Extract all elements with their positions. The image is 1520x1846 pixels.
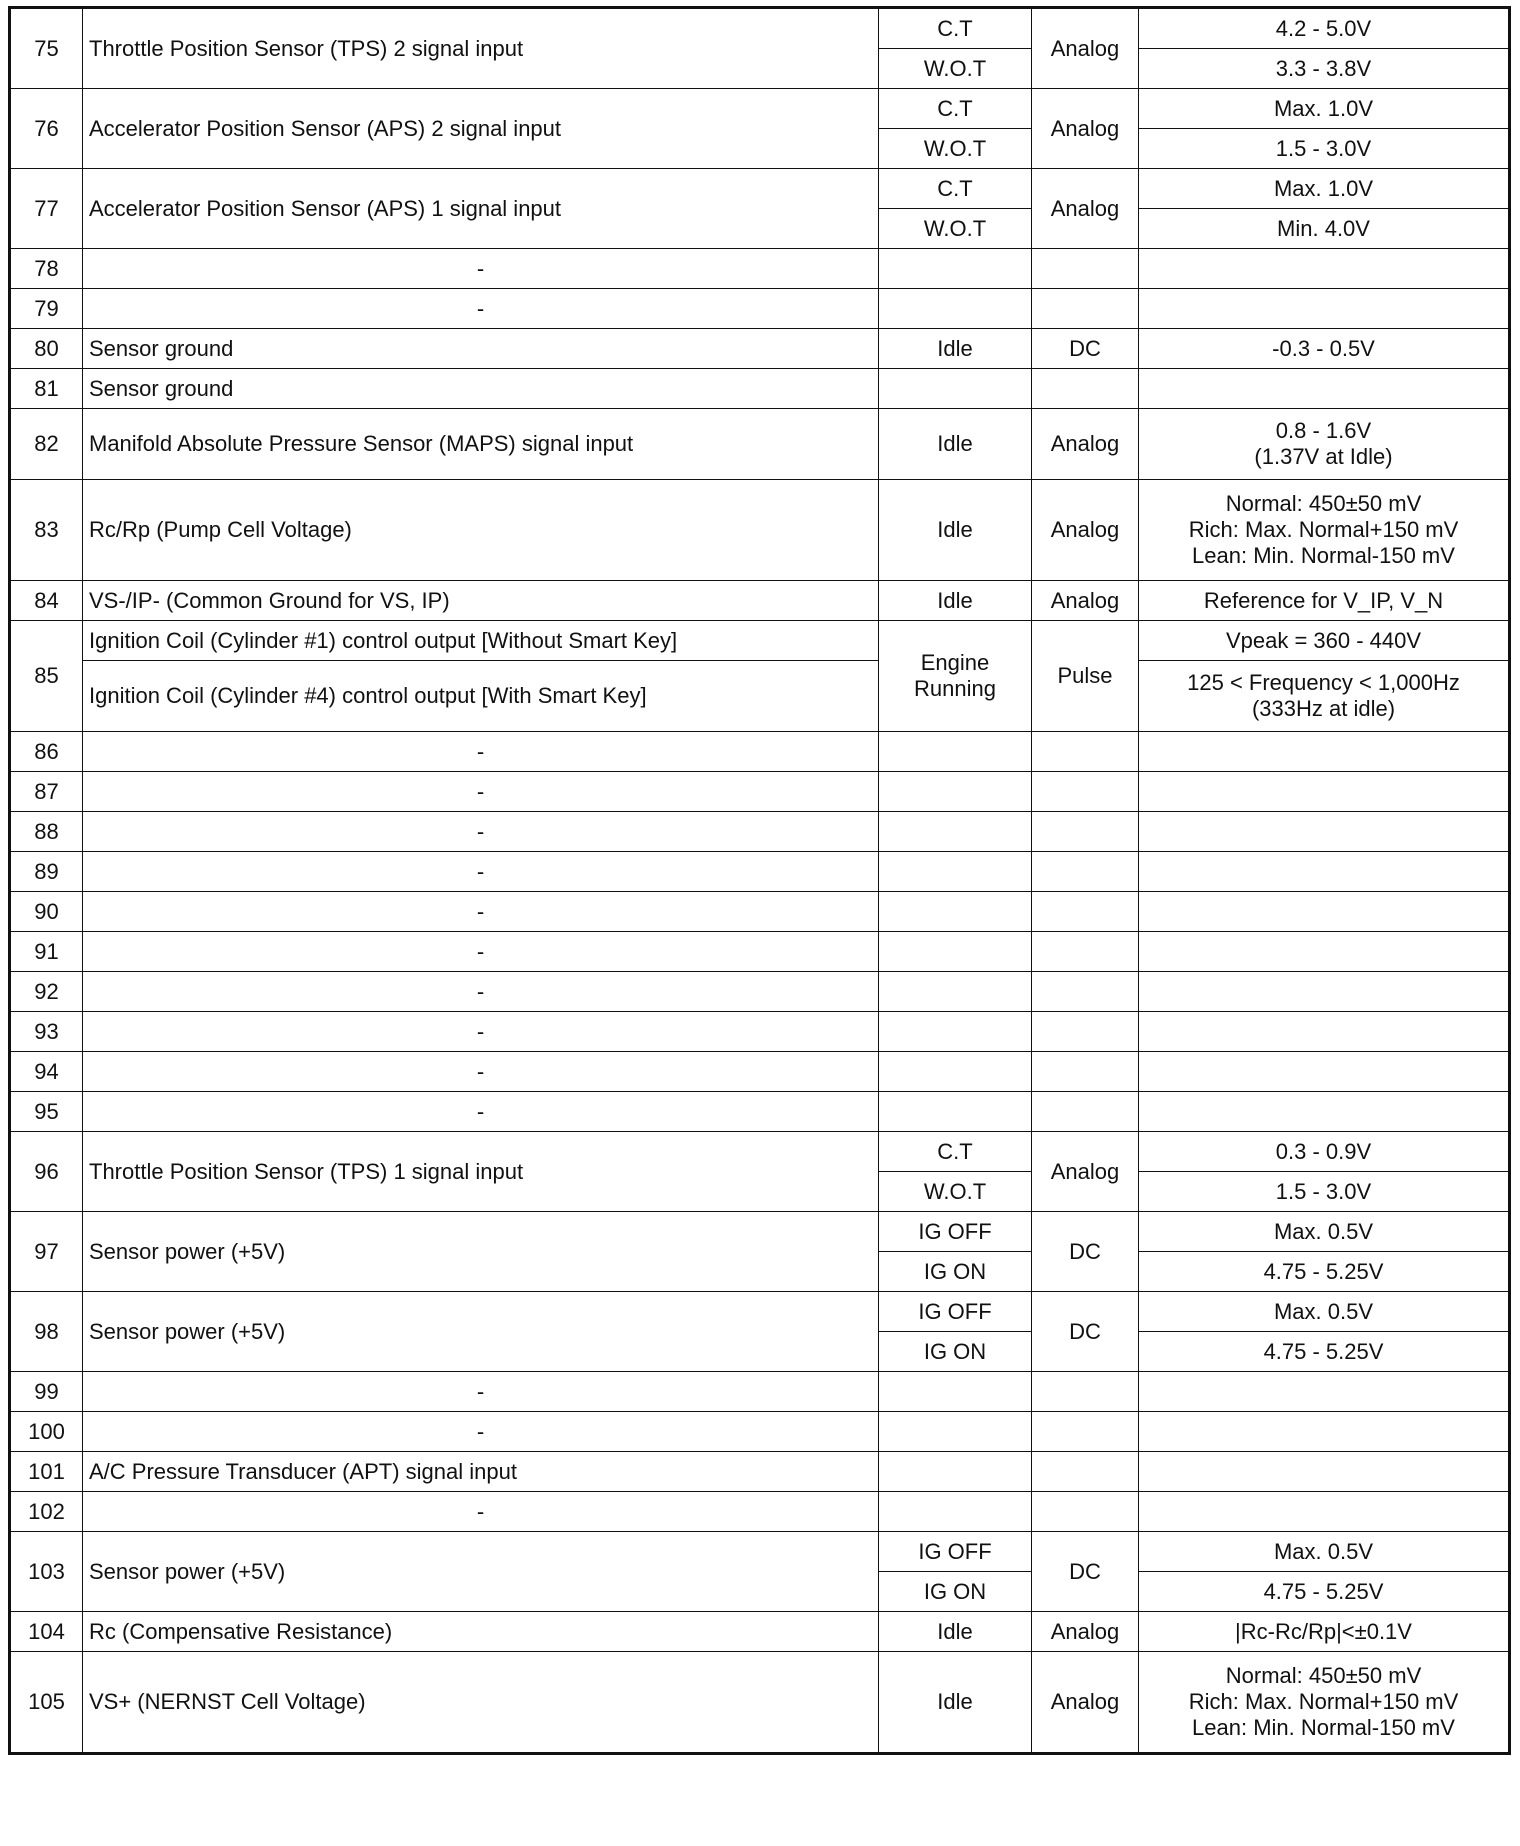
signal-level: 4.75 - 5.25V — [1139, 1572, 1510, 1612]
table-row — [10, 621, 1510, 661]
pin-description: - — [83, 772, 879, 812]
pin-description: Throttle Position Sensor (TPS) 1 signal input — [83, 1132, 879, 1212]
pin-condition — [879, 892, 1032, 932]
table-row — [10, 1132, 1510, 1172]
pin-condition: IG ON — [879, 1332, 1032, 1372]
pin-number: 75 — [10, 8, 83, 89]
table-row — [10, 932, 1510, 972]
pin-description: - — [83, 812, 879, 852]
signal-type — [1032, 1012, 1139, 1052]
table-row — [10, 89, 1510, 129]
table-row — [10, 1052, 1510, 1092]
pin-condition: IG OFF — [879, 1292, 1032, 1332]
pin-number: 90 — [10, 892, 83, 932]
signal-level — [1139, 480, 1510, 581]
pin-condition — [879, 621, 1032, 732]
signal-level-line: Lean: Min. Normal-150 mV — [1192, 1715, 1455, 1740]
pin-number: 87 — [10, 772, 83, 812]
signal-level — [1139, 852, 1510, 892]
pin-number: 98 — [10, 1292, 83, 1372]
table-row — [10, 1492, 1510, 1532]
signal-type — [1032, 1092, 1139, 1132]
signal-level — [1139, 1372, 1510, 1412]
pin-condition-line: Engine — [920, 650, 990, 675]
pin-number: 93 — [10, 1012, 83, 1052]
table-row — [10, 169, 1510, 209]
pin-description: Sensor power (+5V) — [83, 1292, 879, 1372]
signal-level — [1139, 932, 1510, 972]
signal-level: 4.2 - 5.0V — [1139, 8, 1510, 49]
signal-type: Pulse — [1032, 621, 1139, 732]
signal-type — [1032, 972, 1139, 1012]
pin-number: 92 — [10, 972, 83, 1012]
pin-description: A/C Pressure Transducer (APT) signal input — [83, 1452, 879, 1492]
pin-condition — [879, 772, 1032, 812]
pin-description: VS-/IP- (Common Ground for VS, IP) — [83, 581, 879, 621]
pin-condition: Idle — [879, 329, 1032, 369]
table-row — [10, 852, 1510, 892]
pin-number: 78 — [10, 249, 83, 289]
signal-level — [1139, 1652, 1510, 1754]
pin-number: 82 — [10, 409, 83, 480]
pin-condition: W.O.T — [879, 1172, 1032, 1212]
signal-type: Analog — [1032, 409, 1139, 480]
pin-number: 91 — [10, 932, 83, 972]
pin-number: 94 — [10, 1052, 83, 1092]
signal-level-line: Normal: 450±50 mV — [1225, 1663, 1422, 1688]
pin-condition — [879, 1412, 1032, 1452]
pin-number: 103 — [10, 1532, 83, 1612]
pin-description: Sensor ground — [83, 329, 879, 369]
signal-level-line: Rich: Max. Normal+150 mV — [1188, 1689, 1459, 1714]
pin-description: Ignition Coil (Cylinder #1) control output [Without Smart Key] — [83, 621, 879, 661]
pin-number: 99 — [10, 1372, 83, 1412]
table-row — [10, 1092, 1510, 1132]
pin-number: 77 — [10, 169, 83, 249]
table-row — [10, 661, 1510, 732]
signal-type — [1032, 772, 1139, 812]
table-row — [10, 972, 1510, 1012]
signal-level: Max. 0.5V — [1139, 1532, 1510, 1572]
pin-number: 102 — [10, 1492, 83, 1532]
pin-description: Accelerator Position Sensor (APS) 2 signal input — [83, 89, 879, 169]
pin-number: 105 — [10, 1652, 83, 1754]
table-row — [10, 772, 1510, 812]
signal-type — [1032, 1452, 1139, 1492]
signal-type: Analog — [1032, 8, 1139, 89]
signal-level: 4.75 - 5.25V — [1139, 1332, 1510, 1372]
pin-specification-table — [8, 6, 1511, 1755]
pin-description: Manifold Absolute Pressure Sensor (MAPS) signal input — [83, 409, 879, 480]
pin-description: Throttle Position Sensor (TPS) 2 signal input — [83, 8, 879, 89]
signal-level: 1.5 - 3.0V — [1139, 1172, 1510, 1212]
signal-level: Min. 4.0V — [1139, 209, 1510, 249]
pin-description: - — [83, 1092, 879, 1132]
pin-condition — [879, 972, 1032, 1012]
pin-condition: C.T — [879, 1132, 1032, 1172]
pin-condition — [879, 732, 1032, 772]
signal-type: DC — [1032, 1292, 1139, 1372]
table-row — [10, 329, 1510, 369]
pin-number: 100 — [10, 1412, 83, 1452]
table-row — [10, 409, 1510, 480]
signal-type — [1032, 369, 1139, 409]
pin-condition — [879, 249, 1032, 289]
signal-level — [1139, 1052, 1510, 1092]
pin-condition — [879, 1052, 1032, 1092]
pin-condition — [879, 1092, 1032, 1132]
signal-type — [1032, 289, 1139, 329]
pin-description: - — [83, 1052, 879, 1092]
signal-level-line: 0.8 - 1.6V — [1275, 418, 1372, 443]
signal-level-line: Rich: Max. Normal+150 mV — [1188, 517, 1459, 542]
pin-description: - — [83, 1372, 879, 1412]
signal-level — [1139, 772, 1510, 812]
pin-condition — [879, 1012, 1032, 1052]
pin-condition: C.T — [879, 89, 1032, 129]
pin-condition: Idle — [879, 581, 1032, 621]
table-row — [10, 8, 1510, 49]
signal-type: Analog — [1032, 1612, 1139, 1652]
table-row — [10, 581, 1510, 621]
pin-number: 101 — [10, 1452, 83, 1492]
pin-condition: Idle — [879, 1652, 1032, 1754]
signal-level: Max. 0.5V — [1139, 1292, 1510, 1332]
table-row — [10, 369, 1510, 409]
pin-description: - — [83, 892, 879, 932]
signal-type: Analog — [1032, 89, 1139, 169]
pin-number: 104 — [10, 1612, 83, 1652]
table-row — [10, 1612, 1510, 1652]
pin-condition — [879, 1492, 1032, 1532]
pin-condition: IG ON — [879, 1252, 1032, 1292]
signal-type — [1032, 249, 1139, 289]
table-row — [10, 812, 1510, 852]
pin-number: 83 — [10, 480, 83, 581]
signal-level — [1139, 249, 1510, 289]
signal-level: 3.3 - 3.8V — [1139, 49, 1510, 89]
signal-level: |Rc-Rc/Rp|<±0.1V — [1139, 1612, 1510, 1652]
signal-level — [1139, 1092, 1510, 1132]
signal-level — [1139, 289, 1510, 329]
pin-condition: W.O.T — [879, 209, 1032, 249]
pin-description: - — [83, 1412, 879, 1452]
table-row — [10, 732, 1510, 772]
pin-condition: IG OFF — [879, 1532, 1032, 1572]
signal-type: Analog — [1032, 1652, 1139, 1754]
table-row — [10, 1292, 1510, 1332]
signal-level — [1139, 1412, 1510, 1452]
signal-type — [1032, 1372, 1139, 1412]
signal-level — [1139, 1492, 1510, 1532]
pin-description: Sensor power (+5V) — [83, 1212, 879, 1292]
pin-description: Ignition Coil (Cylinder #4) control output [With Smart Key] — [83, 661, 879, 732]
signal-type — [1032, 1052, 1139, 1092]
signal-level: Max. 1.0V — [1139, 89, 1510, 129]
pin-number: 88 — [10, 812, 83, 852]
signal-level-line: (1.37V at Idle) — [1254, 444, 1393, 469]
signal-level — [1139, 369, 1510, 409]
signal-type — [1032, 1492, 1139, 1532]
table-row — [10, 1212, 1510, 1252]
table-row — [10, 289, 1510, 329]
pin-condition: W.O.T — [879, 129, 1032, 169]
signal-level-line: (333Hz at idle) — [1251, 696, 1396, 721]
pin-condition — [879, 932, 1032, 972]
table-row — [10, 1532, 1510, 1572]
pin-number: 86 — [10, 732, 83, 772]
signal-level — [1139, 409, 1510, 480]
signal-type: Analog — [1032, 480, 1139, 581]
signal-type: DC — [1032, 1212, 1139, 1292]
pin-condition — [879, 1452, 1032, 1492]
signal-level — [1139, 972, 1510, 1012]
signal-type: DC — [1032, 329, 1139, 369]
pin-condition: W.O.T — [879, 49, 1032, 89]
pin-condition — [879, 289, 1032, 329]
signal-level: 0.3 - 0.9V — [1139, 1132, 1510, 1172]
pin-description: Accelerator Position Sensor (APS) 1 signal input — [83, 169, 879, 249]
pin-description: - — [83, 852, 879, 892]
pin-condition: IG ON — [879, 1572, 1032, 1612]
signal-type — [1032, 932, 1139, 972]
table-row — [10, 249, 1510, 289]
pin-description: - — [83, 972, 879, 1012]
pin-description: - — [83, 1492, 879, 1532]
signal-level: Max. 0.5V — [1139, 1212, 1510, 1252]
table-row — [10, 1372, 1510, 1412]
signal-level — [1139, 812, 1510, 852]
table-row — [10, 892, 1510, 932]
pin-condition — [879, 369, 1032, 409]
pin-condition: C.T — [879, 8, 1032, 49]
signal-level: 4.75 - 5.25V — [1139, 1252, 1510, 1292]
pin-description: VS+ (NERNST Cell Voltage) — [83, 1652, 879, 1754]
pin-description: - — [83, 289, 879, 329]
signal-level-line: Normal: 450±50 mV — [1225, 491, 1422, 516]
pin-number: 84 — [10, 581, 83, 621]
signal-level — [1139, 892, 1510, 932]
pin-description: - — [83, 932, 879, 972]
pin-condition: IG OFF — [879, 1212, 1032, 1252]
table-row — [10, 480, 1510, 581]
pin-number: 96 — [10, 1132, 83, 1212]
pin-number: 79 — [10, 289, 83, 329]
pin-description: Sensor power (+5V) — [83, 1532, 879, 1612]
signal-type — [1032, 732, 1139, 772]
table-row — [10, 1012, 1510, 1052]
pin-description: Sensor ground — [83, 369, 879, 409]
pin-number: 76 — [10, 89, 83, 169]
signal-type — [1032, 1412, 1139, 1452]
signal-level: Vpeak = 360 - 440V — [1139, 621, 1510, 661]
pin-number: 97 — [10, 1212, 83, 1292]
pin-condition: Idle — [879, 409, 1032, 480]
pin-condition — [879, 1372, 1032, 1412]
pin-number: 80 — [10, 329, 83, 369]
signal-level-line: Lean: Min. Normal-150 mV — [1192, 543, 1455, 568]
pin-description: Rc (Compensative Resistance) — [83, 1612, 879, 1652]
signal-level-line: 125 < Frequency < 1,000Hz — [1187, 670, 1460, 695]
pin-condition — [879, 852, 1032, 892]
signal-level — [1139, 661, 1510, 732]
table-row — [10, 1412, 1510, 1452]
pin-description: - — [83, 732, 879, 772]
signal-level — [1139, 1452, 1510, 1492]
pin-description: Rc/Rp (Pump Cell Voltage) — [83, 480, 879, 581]
pin-number: 89 — [10, 852, 83, 892]
pin-description: - — [83, 1012, 879, 1052]
signal-level: -0.3 - 0.5V — [1139, 329, 1510, 369]
signal-type: DC — [1032, 1532, 1139, 1612]
pin-number: 95 — [10, 1092, 83, 1132]
pin-condition: Idle — [879, 480, 1032, 581]
signal-level: Max. 1.0V — [1139, 169, 1510, 209]
table-row — [10, 1452, 1510, 1492]
pin-condition — [879, 812, 1032, 852]
pin-description: - — [83, 249, 879, 289]
signal-type: Analog — [1032, 169, 1139, 249]
signal-type: Analog — [1032, 581, 1139, 621]
signal-level: Reference for V_IP, V_N — [1139, 581, 1510, 621]
pin-number: 85 — [10, 621, 83, 732]
pin-number: 81 — [10, 369, 83, 409]
signal-type: Analog — [1032, 1132, 1139, 1212]
signal-type — [1032, 812, 1139, 852]
pin-condition: C.T — [879, 169, 1032, 209]
signal-level — [1139, 732, 1510, 772]
pin-condition-line: Running — [914, 676, 996, 701]
signal-level: 1.5 - 3.0V — [1139, 129, 1510, 169]
pin-condition: Idle — [879, 1612, 1032, 1652]
signal-type — [1032, 852, 1139, 892]
table-row — [10, 1652, 1510, 1754]
signal-level — [1139, 1012, 1510, 1052]
signal-type — [1032, 892, 1139, 932]
